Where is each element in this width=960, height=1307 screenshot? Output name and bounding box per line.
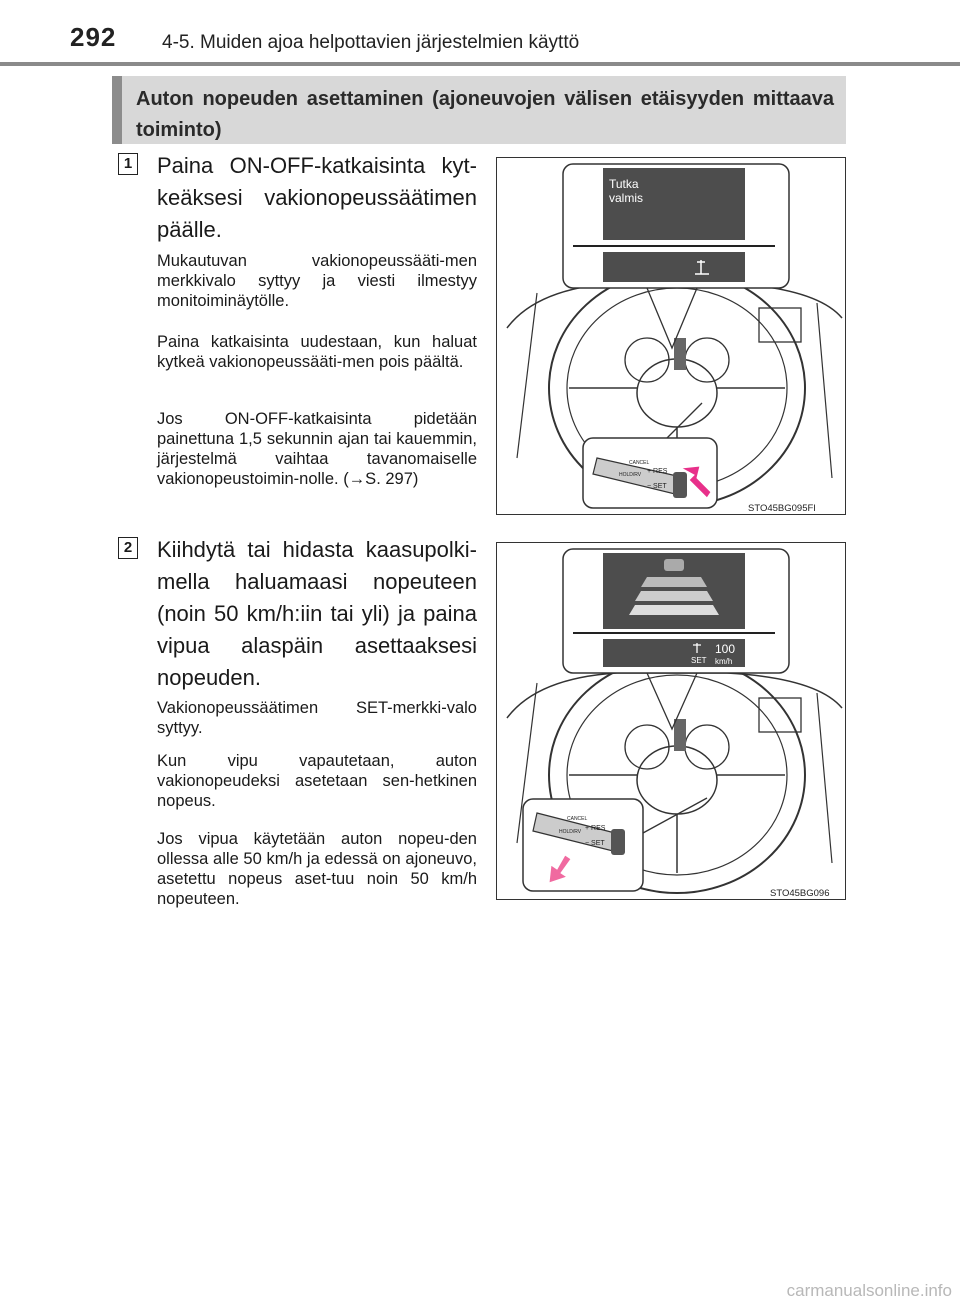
section-title: 4-5. Muiden ajoa helpottavien järjestelmien käyttö xyxy=(162,32,580,53)
cockpit-illustration-2 xyxy=(497,543,846,900)
section-heading xyxy=(112,76,846,144)
cockpit-illustration-1 xyxy=(497,158,846,515)
svg-text:HOLD/RV: HOLD/RV xyxy=(619,472,642,478)
step-1-note-2: Paina katkaisinta uudestaan, kun haluat kytkeä vakionopeussääti-men pois päältä. xyxy=(157,333,477,371)
svg-text:− SET: − SET xyxy=(585,840,605,847)
svg-text:HOLD/RV: HOLD/RV xyxy=(559,829,582,835)
svg-text:CANCEL: CANCEL xyxy=(567,816,588,822)
speed-unit: km/h xyxy=(715,657,733,666)
step-1-figure xyxy=(496,157,846,515)
step-2-figure xyxy=(496,542,846,900)
page-number: 292 xyxy=(70,22,117,52)
section-heading-text: Auton nopeuden asettaminen (ajoneuvojen välisen etäisyyden mittaava toiminto) xyxy=(136,88,834,141)
step-2-note-1: Vakionopeussäätimen SET-merkki-valo syttyy. xyxy=(157,699,477,737)
header-rule xyxy=(0,62,960,66)
svg-text:+ RES: + RES xyxy=(647,468,668,475)
step-1-note-3: Jos ON-OFF-katkaisinta pidetään painettuna 1,5 sekunnin ajan tai kauemmin, järjestelmä vaihtaa tavanomaiselle vakionopeustoimin-nolle. (→S. 297) xyxy=(157,410,477,488)
svg-text:CANCEL: CANCEL xyxy=(629,460,650,466)
figure-code-2: STO45BG096 xyxy=(770,888,830,899)
display-text-line2: valmis xyxy=(609,191,644,205)
svg-text:− SET: − SET xyxy=(647,483,667,490)
step-2-badge: 2 xyxy=(118,537,138,559)
step-2-note-3: Jos vipua käytetään auton nopeu-den ollessa alle 50 km/h ja edessä on ajoneuvo, asetettu nopeus aset-tuu noin 50 km/h nopeuteen. xyxy=(157,830,477,908)
step-1-badge: 1 xyxy=(118,153,138,175)
set-speed-value: 100 xyxy=(715,642,736,656)
set-label: SET xyxy=(691,656,707,665)
step-2-note-2: Kun vipu vapautetaan, auton vakionopeudeksi asetetaan sen-hetkinen nopeus. xyxy=(157,752,477,810)
page-header xyxy=(70,22,950,62)
display-text-line1: Tutka xyxy=(609,177,639,191)
watermark: carmanualsonline.info xyxy=(786,1281,952,1300)
step-1-instruction: Paina ON-OFF-katkaisinta kyt-keäksesi vakionopeussäätimen päälle. xyxy=(157,153,477,242)
step-1-note-1: Mukautuvan vakionopeussääti-men merkkivalo syttyy ja viesti ilmestyy monitoiminäytölle. xyxy=(157,252,477,310)
step-2-instruction: Kiihdytä tai hidasta kaasupolki-mella haluamaasi nopeuteen (noin 50 km/h:iin tai yli) ja paina vipua alaspäin asettaaksesi nopeuden. xyxy=(157,537,477,690)
svg-text:+ RES: + RES xyxy=(585,825,606,832)
figure-code: STO45BG095FI xyxy=(748,503,816,514)
